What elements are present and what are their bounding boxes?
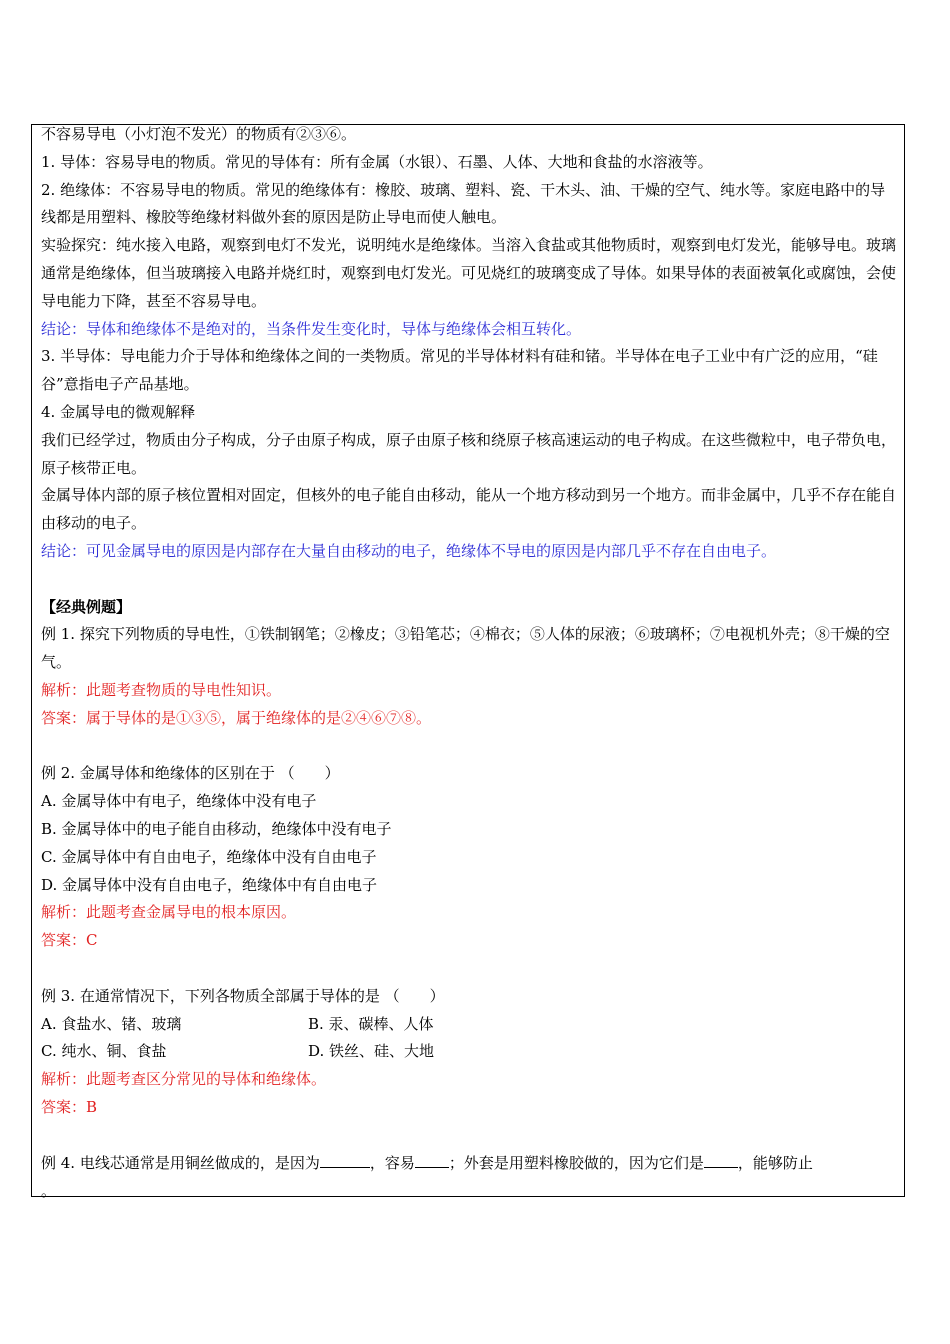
- example-1-question: 例 1. 探究下列物质的导电性，①铁制钢笔；②橡皮；③铅笔芯；④棉衣；⑤人体的尿液；⑥玻璃杯；⑦电视机外壳；⑧干燥的空气。: [41, 625, 890, 672]
- metal-paragraph-1: 我们已经学过，物质由分子构成，分子由原子构成，原子由原子核和绕原子核高速运动的电子构成。在这些微粒中，电子带负电，原子核带正电。: [41, 430, 897, 477]
- example-3-option-d: D. 铁丝、硅、大地: [308, 1042, 435, 1061]
- example-4-question: [41, 1149, 899, 1206]
- document-body: [41, 121, 899, 1206]
- insulator-definition: 2. 绝缘体：不容易导电的物质。常见的绝缘体有：橡胶、玻璃、塑料、瓷、干木头、油、干燥的空气、纯水等。家庭电路中的导线都是用塑料、橡胶等绝缘材料做外套的原因是防止导电而使人触电。: [41, 180, 886, 227]
- example-3-answer: 答案：B: [41, 1097, 98, 1116]
- conductor-definition: 1. 导体：容易导电的物质。常见的导体有：所有金属（水银）、石墨、人体、大地和食盐的水溶液等。: [41, 152, 713, 171]
- example-4-part-5: 。: [41, 1182, 57, 1201]
- example-2-option-d: D. 金属导体中没有自由电子，绝缘体中有自由电子: [41, 875, 378, 894]
- example-2-option-c: C. 金属导体中有自由电子，绝缘体中没有自由电子: [41, 847, 377, 866]
- answer-blank-1[interactable]: [320, 1149, 370, 1168]
- answer-blank-2[interactable]: [415, 1149, 449, 1168]
- conclusion-1: 结论：导体和绝缘体不是绝对的，当条件发生变化时，导体与绝缘体会相互转化。: [41, 319, 582, 338]
- example-3-option-a: A. 食盐水、锗、玻璃: [41, 1014, 182, 1033]
- conclusion-2: 结论：可见金属导电的原因是内部存在大量自由移动的电子，绝缘体不导电的原因是内部几乎不存在自由电子。: [41, 541, 777, 560]
- example-1-answer: 答案：属于导体的是①③⑤，属于绝缘体的是②④⑥⑦⑧。: [41, 708, 432, 727]
- example-2-answer: 答案：C: [41, 931, 98, 950]
- example-3-option-c: C. 纯水、铜、食盐: [41, 1042, 167, 1061]
- example-3-option-b: B. 汞、碳棒、人体: [308, 1014, 434, 1033]
- metal-conduction-title: 4. 金属导电的微观解释: [41, 402, 196, 421]
- example-1-analysis: 解析：此题考查物质的导电性知识。: [41, 680, 282, 699]
- answer-blank-3[interactable]: [704, 1149, 738, 1168]
- example-4-part-4: ，能够防止: [737, 1154, 813, 1173]
- example-2-question: 例 2. 金属导体和绝缘体的区别在于 （ ）: [41, 764, 340, 783]
- example-4-part-2: ，容易: [369, 1154, 415, 1173]
- example-2-option-a: A. 金属导体中有电子，绝缘体中没有电子: [41, 792, 317, 811]
- metal-paragraph-2: 金属导体内部的原子核位置相对固定，但核外的电子能自由移动，能从一个地方移动到另一个地方。而非金属中，几乎不存在能自由移动的电子。: [41, 486, 897, 533]
- example-3-question: 例 3. 在通常情况下，下列各物质全部属于导体的是 （ ）: [41, 986, 445, 1005]
- experiment-paragraph: 实验探究：纯水接入电路，观察到电灯不发光，说明纯水是绝缘体。当溶入食盐或其他物质时，观察到电灯发光，能够导电。玻璃通常是绝缘体，但当玻璃接入电路并烧红时，观察到电灯发光。可见烧红的玻璃变成了导体。如果导体的表面被氧化或腐蚀，会使导电能力下降，甚至不容易导电。: [41, 236, 897, 310]
- semiconductor-definition: 3. 半导体：导电能力介于导体和绝缘体之间的一类物质。常见的半导体材料有硅和锗。半导体在电子工业中有广泛的应用，“硅谷”意指电子产品基地。: [41, 347, 878, 394]
- example-2-analysis: 解析：此题考查金属导电的根本原因。: [41, 903, 297, 922]
- example-2-option-b: B. 金属导体中的电子能自由移动，绝缘体中没有电子: [41, 819, 392, 838]
- intro-line: 不容易导电（小灯泡不发光）的物质有②③⑥。: [41, 125, 357, 143]
- example-3-analysis: 解析：此题考查区分常见的导体和绝缘体。: [41, 1070, 327, 1089]
- example-3-options-row-1: [41, 1011, 899, 1039]
- examples-heading: 【经典例题】: [41, 597, 132, 616]
- example-3-options-row-2: [41, 1038, 899, 1066]
- example-4-part-3: ；外套是用塑料橡胶做的，因为它们是: [448, 1154, 704, 1173]
- example-4-part-1: 例 4. 电线芯通常是用铜丝做成的，是因为: [41, 1154, 320, 1173]
